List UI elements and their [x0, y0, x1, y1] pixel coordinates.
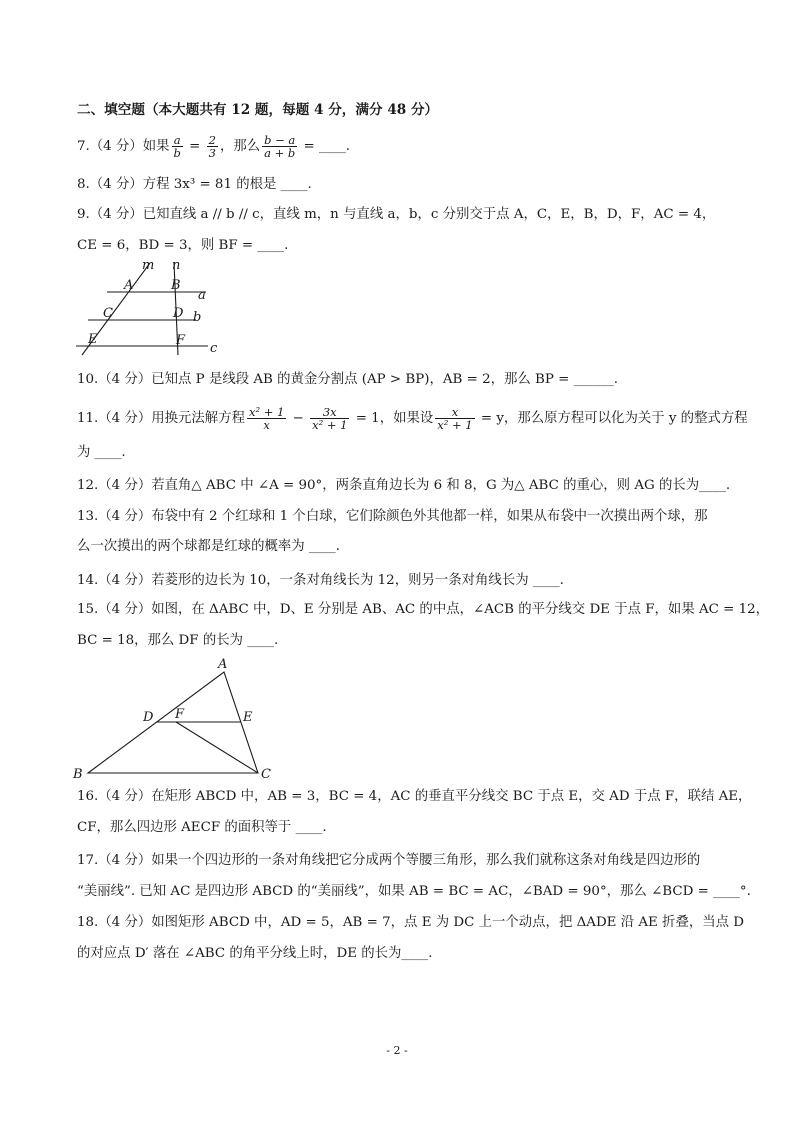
label-E: E [243, 710, 253, 725]
q11-prefix: 11.（4 分）用换元法解方程 [77, 411, 245, 426]
label-F: F [175, 707, 185, 722]
q7-fraction-2-over-3: $\frac{2}{3}$ [208, 133, 216, 160]
question-9-line-2: CE = 6，BD = 3，则 BF = ____. [77, 238, 289, 253]
page-number: - 2 - [386, 1044, 408, 1057]
label-m: m [142, 258, 155, 273]
question-13-line-2: 么一次摸出的两个球都是红球的概率为 ____. [77, 539, 340, 554]
question-10: 10.（4 分）已知点 P 是线段 AB 的黄金分割点 (AP > BP)，AB = 2，那么 BP = ______. [77, 372, 619, 387]
q7-prefix: 7.（4 分）如果 [77, 139, 170, 154]
label-B: B [171, 278, 181, 293]
q7-fraction-expression: $\frac{b - a}{a + b}$ [264, 133, 296, 160]
label-F: F [176, 333, 186, 348]
question-11-line-2: 为 ____. [77, 445, 126, 460]
question-12: 12.（4 分）若直角△ ABC 中 ∠A = 90°，两条直角边长为 6 和 8，G 为△ ABC 的重心，则 AG 的长为____. [77, 478, 731, 493]
label-E: E [88, 332, 98, 347]
question-14: 14.（4 分）若菱形的边长为 10，一条对角线长为 12，则另一条对角线长为 ____. [77, 573, 564, 588]
label-A: A [218, 657, 228, 672]
label-A: A [124, 278, 134, 293]
label-n: n [172, 258, 181, 273]
label-a: a [198, 288, 206, 303]
question-18-line-2: 的对应点 D′ 落在 ∠ABC 的角平分线上时，DE 的长为____. [77, 946, 433, 961]
label-D: D [173, 306, 184, 321]
triangle-diagram [70, 652, 280, 782]
q11-fraction-2: $\frac{3x}{\text{x² + 1}}$ [312, 405, 348, 432]
label-C: C [261, 767, 271, 782]
label-C: C [103, 306, 113, 321]
label-b: b [193, 310, 202, 325]
section-title: 二、填空题（本大题共有 12 题，每题 4 分，满分 48 分） [77, 102, 439, 118]
triangle-figure [70, 652, 280, 782]
question-9-line-1: 9.（4 分）已知直线 a // b // c，直线 m，n 与直线 a，b，c 分别交于点 A，C，E，B，D，F，AC = 4， [77, 207, 716, 222]
question-17-line-1: 17.（4 分）如果一个四边形的一条对角线把它分成两个等腰三角形，那么我们就称这条对角线是四边形的 [77, 853, 701, 868]
q7-fraction-a-over-b: $\frac{a}{b}$ [173, 133, 181, 160]
question-15-line-2: BC = 18，那么 DF 的长为 ____. [77, 633, 279, 648]
question-16-line-1: 16.（4 分）在矩形 ABCD 中，AB = 3，BC = 4，AC 的垂直平分线交 BC 于点 E，交 AD 于点 F，联结 AE， [77, 789, 752, 804]
parallel-lines-figure [70, 256, 230, 356]
label-c: c [210, 341, 218, 356]
label-D: D [143, 710, 154, 725]
question-13-line-1: 13.（4 分）布袋中有 2 个红球和 1 个白球，它们除颜色外其他都一样，如果从布袋中一次摸出两个球，那 [77, 509, 708, 524]
question-7: 7.（4 分）如果 $\frac{a}{b}$ = $\frac{2}{3}$ ，那么 $\frac{b - a}{a + b}$ = ____. [77, 133, 351, 160]
label-B: B [73, 767, 83, 782]
question-8: 8.（4 分）方程 3x³ = 81 的根是 ____. [77, 177, 312, 192]
question-15-line-1: 15.（4 分）如图，在 ΔABC 中，D、E 分别是 AB、AC 的中点，∠ACB 的平分线交 DE 于点 F，如果 AC = 12， [77, 602, 770, 617]
question-11-line-1: 11.（4 分）用换元法解方程 $\frac{\text{x² + 1}}{x}$ − $\frac{3x}{\text{x² + 1}}$ = 1，如果设 $\frac{x}{\text{x² + 1}}$ = y，那么原方程可以化为关于 y 的整式方程 [77, 405, 748, 432]
question-17-line-2: “美丽线”. 已知 AC 是四边形 ABCD 的“美丽线”，如果 AB = BC = AC，∠BAD = 90°，那么 ∠BCD = ____°. [77, 884, 751, 899]
q11-fraction-1: $\frac{\text{x² + 1}}{x}$ [248, 405, 285, 432]
q11-fraction-3: $\frac{x}{\text{x² + 1}}$ [437, 405, 473, 432]
parallel-lines-diagram [70, 256, 230, 356]
question-16-line-2: CF，那么四边形 AECF 的面积等于 ____. [77, 820, 327, 835]
question-18-line-1: 18.（4 分）如图矩形 ABCD 中，AD = 5，AB = 7，点 E 为 DC 上一个动点，把 ΔADE 沿 AE 折叠，当点 D [77, 915, 744, 930]
